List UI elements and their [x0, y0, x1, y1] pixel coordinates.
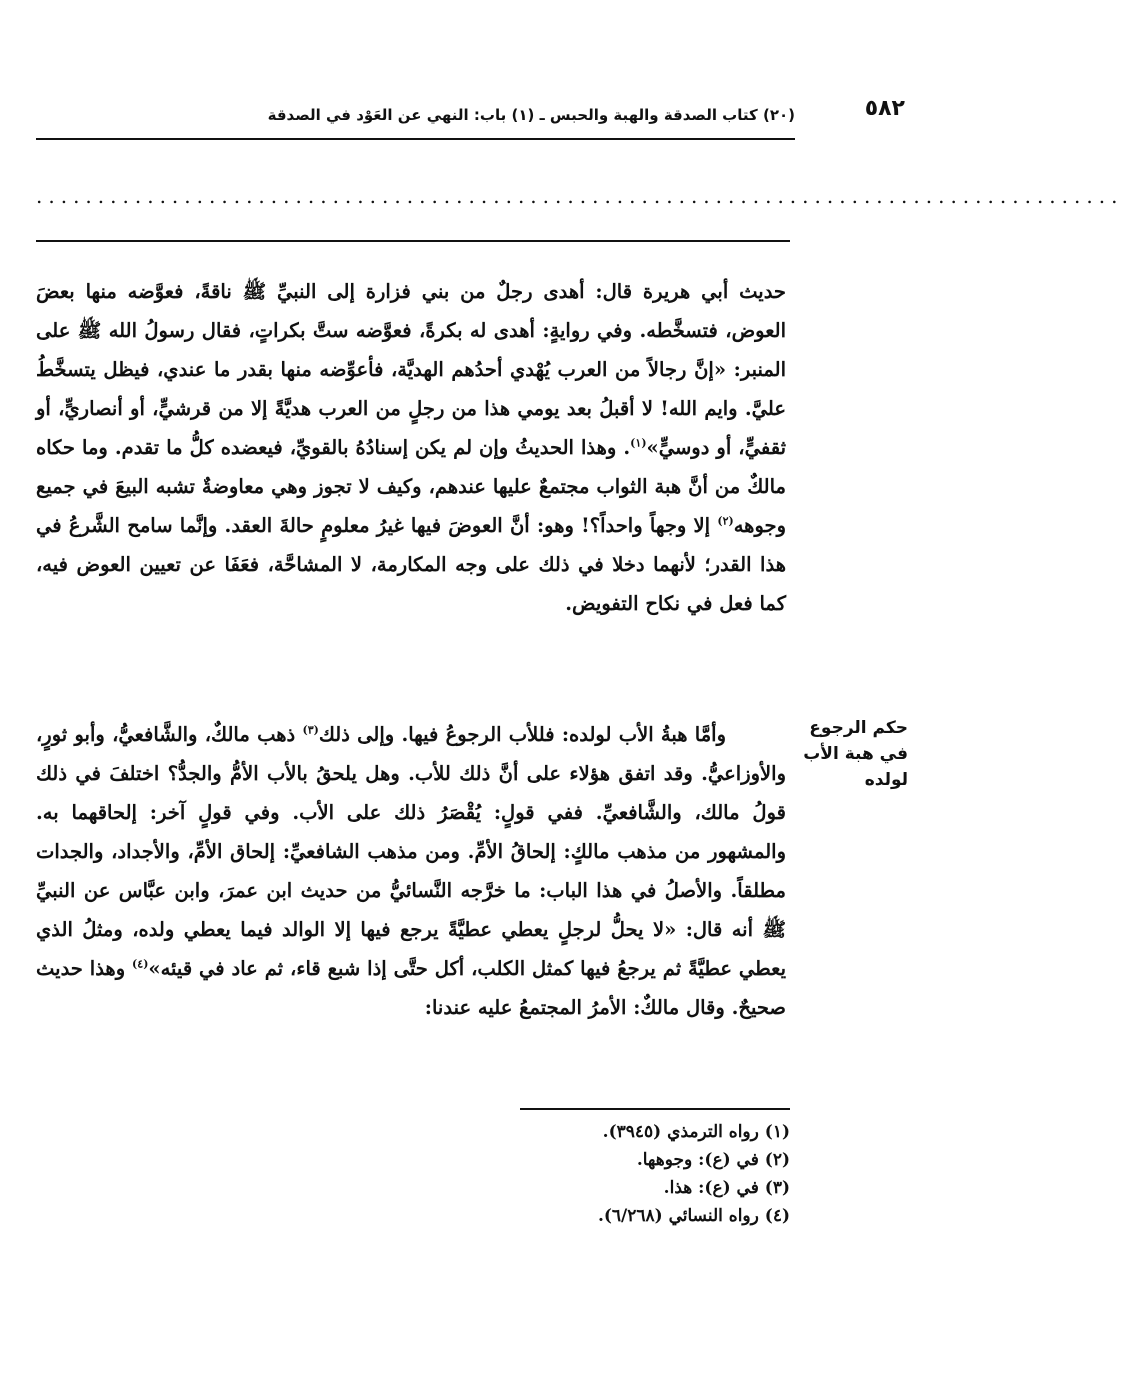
- page-number: ٥٨٢: [864, 96, 905, 121]
- footnote-1: (١) رواه الترمذي (٣٩٤٥).: [602, 1122, 790, 1142]
- footnote-ref-3[interactable]: (٣): [302, 723, 319, 737]
- footnote-3: (٣) في (ع): هذا.: [663, 1178, 790, 1198]
- footnote-4: (٤) رواه النسائي (٦/٢٦٨).: [597, 1206, 790, 1226]
- footnote-ref-2[interactable]: (٢): [717, 514, 734, 528]
- header-rule: [36, 138, 795, 140]
- footnote-ref-1[interactable]: (١): [630, 436, 647, 450]
- paragraph-2-cont: ذهب مالكٌ، والشَّافعيُّ، وأبو ثورٍ، والأوزاعيُّ. وقد اتفق هؤلاء على أنَّ ذلك للأب. وهل يلحقُ بالأب الأمُّ والجدُّ؟ اختلفَ في ذلك قولُ مالك، والشَّافعيِّ. ففي قولٍ: يُقْصَرُ ذلك على الأب. وفي قولٍ آخر: إلحاقهما به. والمشهور من مذهب مالكٍ: إلحاقُ الأمِّ. ومن مذهب الشافعيِّ: إلحاق الأمِّ، والأجداد، والجدات مطلقاً. والأصلُ في هذا الباب: ما خرَّجه النَّسائيُّ من حديث ابن عمرَ، وابن عبَّاس عن النبيِّ ﷺ أنه قال: «لا يحلُّ لرجلٍ يعطي عطيَّةً يرجع فيها إلا الوالد فيما يعطي ولده، ومثلُ الذي يعطي عطيَّةً ثم يرجعُ فيها كمثل الكلب، أكل حتَّى إذا شبع قاء، ثم عاد في قيئه»: [36, 723, 786, 980]
- section-rule: [36, 240, 790, 242]
- paragraph-2-text: وأمَّا هبةُ الأب لولده: فللأب الرجوعُ فيها. وإلى ذلك: [318, 723, 726, 746]
- paragraph-1-text: حديث أبي هريرة قال: أهدى رجلٌ من بني فزارة إلى النبيِّ ﷺ ناقةً، فعوَّضه منها بعضَ العوض، فتسخَّطه. وفي روايةٍ: أهدى له بكرةً، فعوَّضه ستَّ بكراتٍ، فقال رسولُ الله ﷺ على المنبر: «إنَّ رجالاً من العرب يُهْدي أحدُهم الهديَّة، فأعوِّضه منها بقدر ما عندي، فيظل يتسخَّطُ عليَّ. وايم الله! لا أقبلُ بعد يومي هذا من رجلٍ من العرب هديَّةً إلا من قرشيٍّ، أو أنصاريٍّ، أو ثقفيٍّ، أو دوسيٍّ»: [36, 280, 786, 459]
- footnotes: [598, 1118, 790, 1230]
- margin-note: حكم الرجوع في هبة الأب لولده: [803, 718, 908, 790]
- paragraph-2: [36, 715, 786, 1027]
- running-title: (٢٠) كتاب الصدقة والهبة والحبس ـ (١) باب: النهي عن العَوْد في الصدقة: [267, 106, 795, 124]
- paragraph-1: [36, 272, 786, 623]
- footnote-ref-4[interactable]: (٤): [132, 957, 149, 971]
- paragraph-1-end: إلا وجهاً واحداً؟! وهو: أنَّ العوضَ فيها غيرُ معلومٍ حالةَ العقد. وإنَّما سامح الشَّرعُ في هذا القدر؛ لأنهما دخلا في ذلك على وجه المكارمة، لا المشاحَّة، فعَفَا عن تعيين العوض فيه، كما فعل في نكاح التفويض.: [36, 514, 786, 615]
- paragraph-1-cont: . وهذا الحديثُ وإن لم يكن إسنادُهُ بالقويِّ، فيعضده كلُّ ما تقدم. وما حكاه مالكٌ من أنَّ هبة الثواب مجتمعٌ عليها عندهم، وكيف لا تجوز وهي معاوضةٌ تشبه البيعَ في جميع وجوهه: [36, 436, 786, 537]
- omission-dots: ........................................................................................: [36, 184, 1123, 208]
- footnote-rule: [520, 1108, 790, 1110]
- paragraph-2-end: وهذا حديث صحيحٌ. وقال مالكٌ: الأمرُ المجتمعُ عليه عندنا:: [36, 957, 786, 1019]
- running-header: [110, 96, 905, 134]
- footnote-2: (٢) في (ع): وجوهها.: [636, 1150, 790, 1170]
